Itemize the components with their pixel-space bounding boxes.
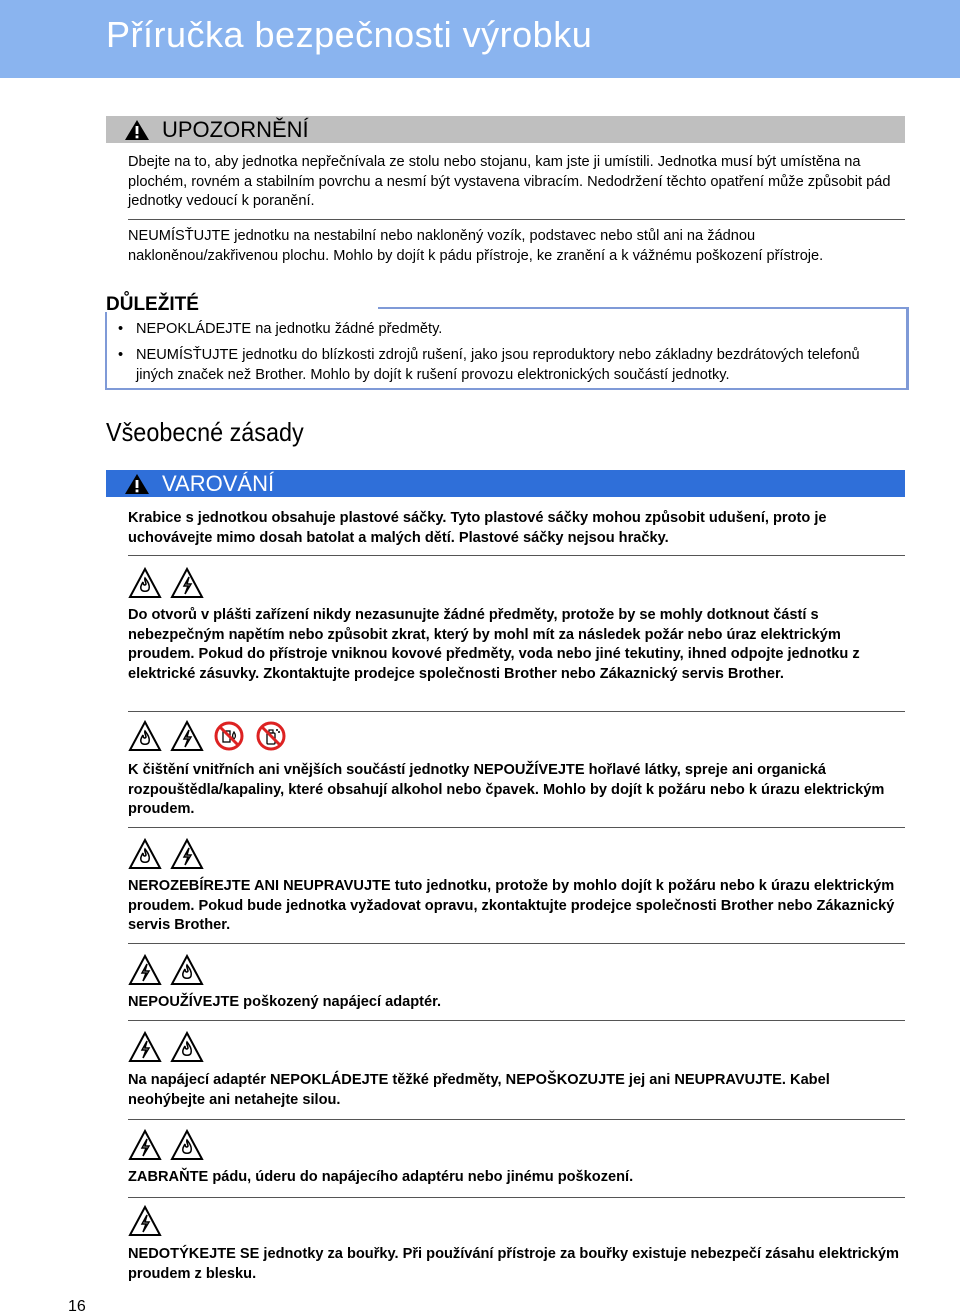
divider [128,555,905,556]
warning-item-text: NEDOTÝKEJTE SE jednotky za bouřky. Při používání přístroje za bouřky existuje nebezpečí zásahu elektrickým proudem z blesku. [128,1246,900,1282]
bullet-marker: • [118,347,124,363]
electric-shock-icon [128,1129,162,1161]
warning-item-text: Na napájecí adaptér NEPOKLÁDEJTE těžké předměty, NEPOŠKOZUJTE jej ani NEUPRAVUJTE. Kabel neohýbejte ani netahejte silou. [128,1072,830,1108]
caution-heading-bar [106,116,905,143]
electric-shock-icon [170,567,204,599]
no-spray-icon [254,720,288,752]
fire-hazard-icon [128,720,162,752]
divider [128,943,905,944]
divider [128,1197,905,1198]
hazard-icons [128,838,204,872]
electric-shock-icon [128,954,162,986]
bullet-marker: • [118,321,124,337]
caution-paragraph: NEUMÍSŤUJTE jednotku na nestabilní nebo nakloněný vozík, podstavec nebo stůl ani na žádnou nakloněnou/zakřivenou plochu. Mohlo by dojít k pádu přístroje, ke zranění a k vážnému poškození přístroje. [128,228,824,264]
hazard-icons [128,954,204,988]
important-label: DŮLEŽITÉ [106,294,199,315]
fire-hazard-icon [128,838,162,870]
divider [128,219,905,220]
header-band [0,0,960,78]
warning-item-text: K čištění vnitřních ani vnějších součástí jednotky NEPOUŽÍVEJTE hořlavé látky, spreje ani organická rozpouštědla/kapaliny, které obsahují alkohol nebo čpavek. Mohlo by dojít k požáru nebo k úrazu elektrickým proudem. [128,762,885,817]
caution-title: UPOZORNĚNÍ [162,117,309,142]
warning-heading-bar [106,470,905,497]
caution-paragraph: Dbejte na to, aby jednotka nepřečnívala ze stolu nebo stojanu, kam jste ji umístili. Jednotka musí být umístěna na plochém, rovném a stabilním povrchu a nesmí být vystavena vibracím. Nedodržení těchto opatření může způsobit pád jednotky vedoucí k poranění. [128,154,891,209]
warning-triangle-icon [124,473,150,495]
warning-item-text: Do otvorů v plášti zařízení nikdy nezasunujte žádné předměty, protože by se mohly dotknout částí s nebezpečným napětím nebo způsobit zkrat, který by mohl mít za následek požár nebo úraz elektrickým proudem. Pokud do přístroje vniknou kovové předměty, voda nebo jiné tekutiny, ihned odpojte jednotku z elektrické zásuvky. Zkontaktujte prodejce společnosti Brother nebo Zákaznický servis Brother. [128,607,860,682]
hazard-icons [128,720,288,754]
electric-shock-icon [128,1031,162,1063]
hazard-icons [128,1031,204,1065]
warning-item-text: NEPOUŽÍVEJTE poškozený napájecí adaptér. [128,994,442,1010]
section-heading: Všeobecné zásady [106,417,304,447]
divider [128,1119,905,1120]
hazard-icons [128,567,204,601]
warning-item-text: NEROZEBÍREJTE ANI NEUPRAVUJTE tuto jednotku, protože by mohlo dojít k požáru nebo k úrazu elektrickým proudem. Pokud bude jednotka vyžadovat opravu, zkontaktujte prodejce společnosti Brother nebo Zákaznický servis Brother. [128,878,895,933]
important-item: NEPOKLÁDEJTE na jednotku žádné předměty. [136,321,443,337]
electric-shock-icon [170,838,204,870]
fire-hazard-icon [128,567,162,599]
hazard-icons [128,1205,162,1239]
page-title: Příručka bezpečnosti výrobku [106,14,593,55]
warning-item-text: ZABRAŇTE pádu, úderu do napájecího adaptéru nebo jinému poškození. [128,1169,634,1185]
warning-triangle-icon [124,119,150,141]
divider [128,711,905,712]
electric-shock-icon [128,1205,162,1237]
divider [128,827,905,828]
divider [128,1020,905,1021]
warning-item-text: Krabice s jednotkou obsahuje plastové sáčky. Tyto plastové sáčky mohou způsobit udušení, proto je uchovávejte mimo dosah batolat a malých dětí. Plastové sáčky nejsou hračky. [128,510,827,546]
no-flammable-liquids-icon [212,720,246,752]
fire-hazard-icon [170,1129,204,1161]
hazard-icons [128,1129,204,1163]
page-number: 16 [68,1298,86,1315]
important-item: NEUMÍSŤUJTE jednotku do blízkosti zdrojů rušení, jako jsou reproduktory nebo základny bezdrátových telefonů jiných značek než Brother. Mohlo by dojít k rušení provozu elektronických součástí jednotky. [136,347,860,383]
fire-hazard-icon [170,1031,204,1063]
electric-shock-icon [170,720,204,752]
fire-hazard-icon [170,954,204,986]
warning-title: VAROVÁNÍ [162,471,275,496]
